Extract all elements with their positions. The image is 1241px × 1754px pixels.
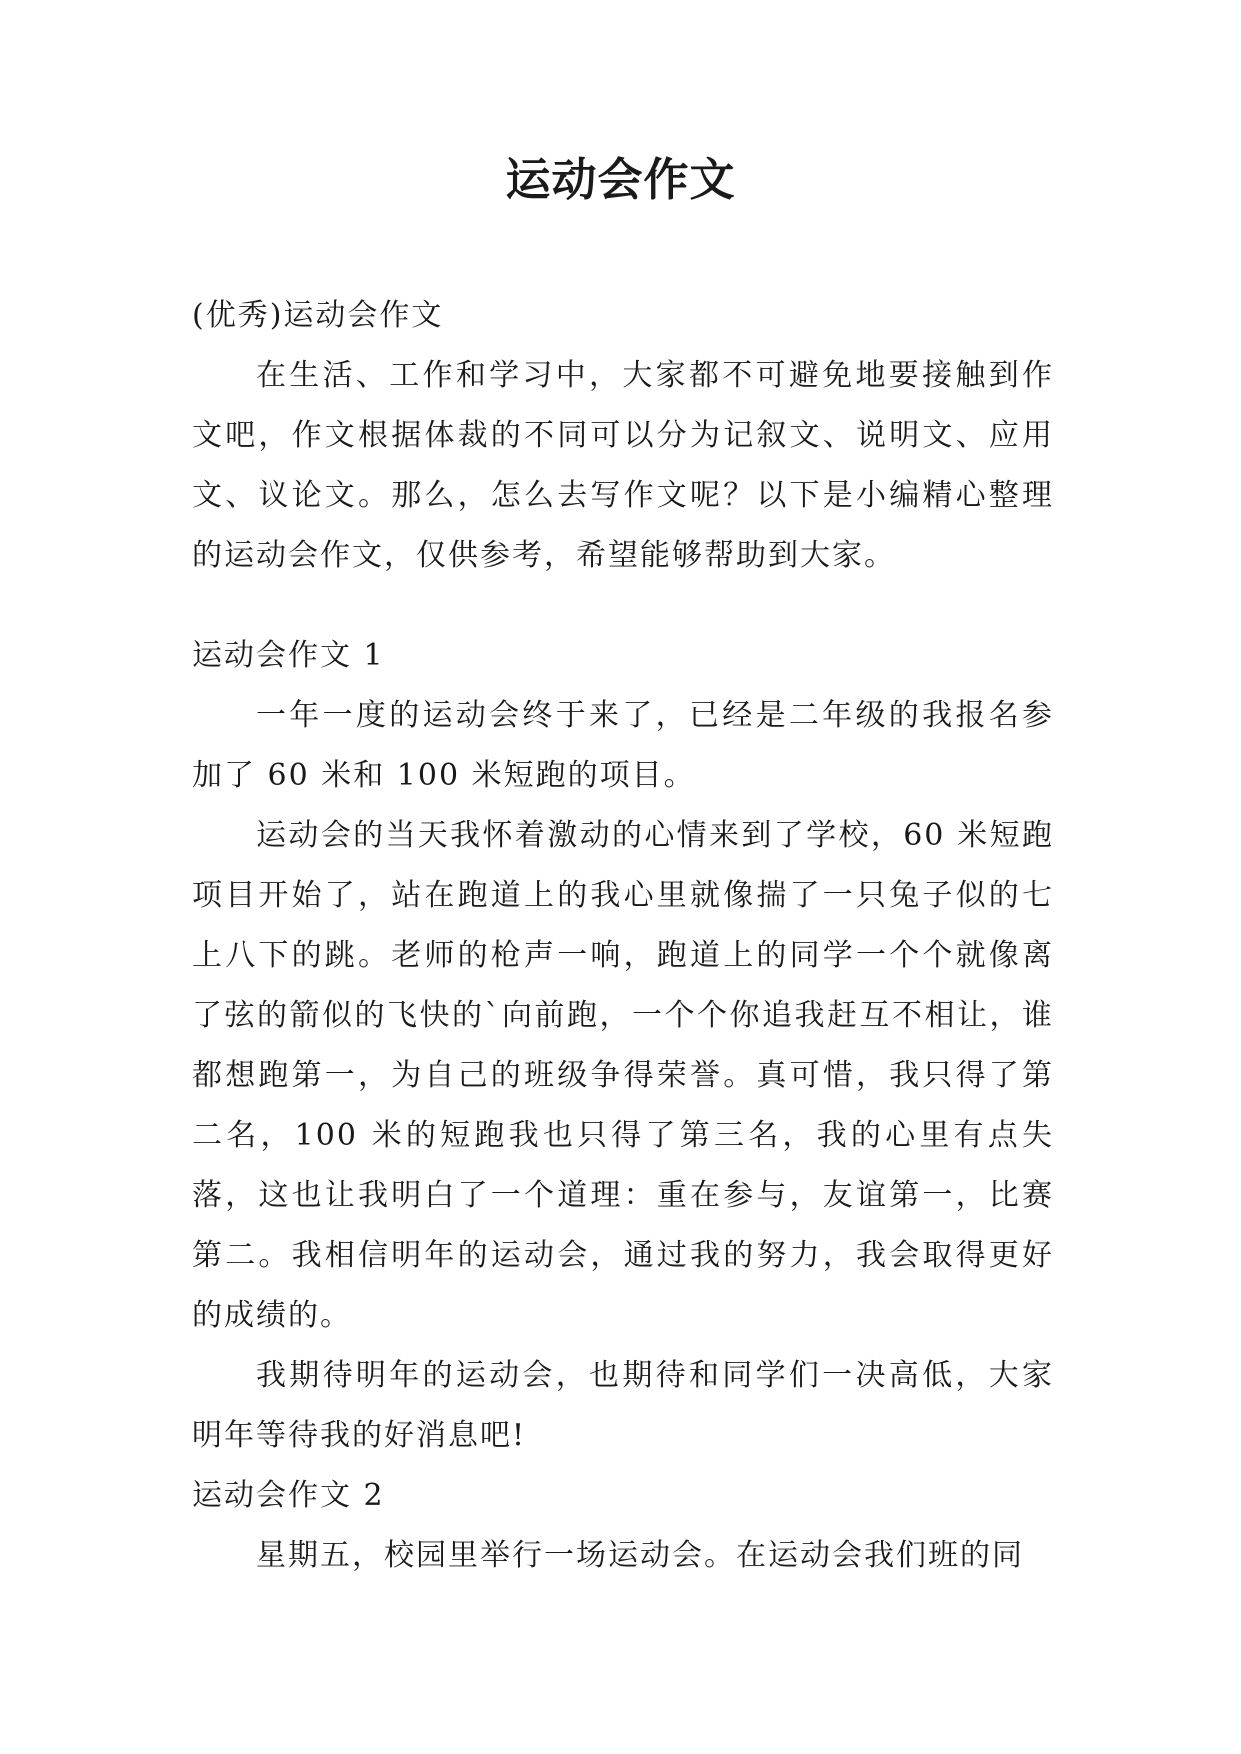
intro-paragraph: 在生活、工作和学习中，大家都不可避免地要接触到作文吧，作文根据体裁的不同可以分为记叙文、说明文、应用文、议论文。那么，怎么去写作文呢？以下是小编精心整理的运动会作文，仅供参考，希望能够帮助到大家。	[192, 358, 1054, 573]
document-subtitle: (优秀)运动会作文	[192, 298, 444, 333]
section-heading-1: 运动会作文 1	[192, 638, 385, 673]
section-1-paragraph-1: 一年一度的运动会终于来了，已经是二年级的我报名参加了 60 米和 100 米短跑的项目。	[192, 698, 1054, 793]
document-body	[192, 286, 1054, 1586]
section-spacer	[192, 586, 1054, 626]
section-1-paragraph-2: 运动会的当天我怀着激动的心情来到了学校，60 米短跑项目开始了，站在跑道上的我心里就像揣了一只兔子似的七上八下的跳。老师的枪声一响，跑道上的同学一个个就像离了弦的箭似的飞快的`向前跑，一个个你追我赶互不相让，谁都想跑第一，为自己的班级争得荣誉。真可惜，我只得了第二名，100 米的短跑我也只得了第三名，我的心里有点失落，这也让我明白了一个道理：重在参与，友谊第一，比赛第二。我相信明年的运动会，通过我的努力，我会取得更好的成绩的。	[192, 818, 1054, 1333]
section-2-paragraph-1: 星期五，校园里举行一场运动会。在运动会我们班的同	[256, 1538, 1024, 1573]
page-title: 运动会作文	[505, 153, 736, 206]
section-1-paragraph-3: 我期待明年的运动会，也期待和同学们一决高低，大家明年等待我的好消息吧!	[192, 1358, 1054, 1453]
section-heading-2: 运动会作文 2	[192, 1478, 385, 1513]
